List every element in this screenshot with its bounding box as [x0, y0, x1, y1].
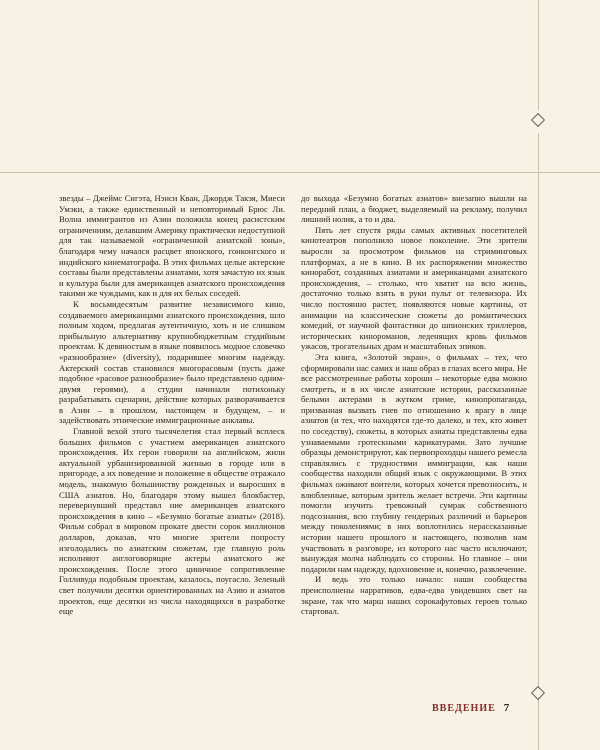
vertical-rule-top — [538, 0, 539, 110]
paragraph: Эта книга, «Золотой экран», о фильмах – тех, что сформировали нас самих и наш образ в глазах всего мира. Не все рассмотренные работы хороши – некоторые едва можно смотреть, и в их числе азиатские истории, рассказанные белыми актерами в жутком гриме, кинопропаганда, призванная вызвать гнев по отношению к врагу в лице азиатов (и тех, что находятся где-то далеко, и тех, кто живет по соседству), сюжеты, в которых азиаты представлены едва узнаваемыми гротескными карикатурами. Зато лучшие образцы демонстрируют, как первопроходцы нашего ремесла справлялись с трудностями иммиграции, как наши сообщества находили общий язык с окружающими. В этих фильмах оживают воители, которых хочется превозносить, и влюбленные, которым зритель желает встречи. Эти картины помогли изучить тревожный сумрак собственного подсознания, всю глубину гендерных различий и барьеров между поколениями; в них воплотились нерассказанные истории нашего прошлого и настоящего, позволив нам участвовать в разговоре, из которого нас часто исключают, вынуждая молча наблюдать со стороны. Но главное – они подарили нам надежду, вдохновение и, конечно, развлечение. — [301, 351, 527, 574]
paragraph: Пять лет спустя ряды самых активных посетителей кинотеатров пополнило новое поколение. Эти зрители выросли за просмотром фильмов на стриминговых платформах, а не в кино. В их распоряжении множество киноработ, созданных азиатами и американцами азиатского происхождения, – столько, что хватит на всю жизнь, достаточно только взять в руки пульт от телевизора. Их число постоянно растет, появляются новые картины, от анимации на классические сюжеты до романтических комедий, от научной фантастики до шпионских триллеров, исторических кинороманов, леденящих кровь фильмов ужасов, трогательных драм и масштабных эпиков. — [301, 224, 527, 352]
vertical-rule-bottom — [538, 133, 539, 750]
paragraph: И ведь это только начало: наши сообщества преисполнены нарративов, едва-едва увидевших свет на экране, так что марш наших сорокафутовых героев только стартовал. — [301, 574, 527, 617]
diamond-ornament-icon — [531, 686, 545, 700]
left-text-column — [59, 193, 285, 617]
right-text-column — [301, 193, 527, 617]
page-number: 7 — [503, 702, 510, 714]
paragraph: звезды – Джеймс Сигэта, Нэнси Кван, Джордж Такэя, Миеси Умэки, а также единственный и неповторимый Брюс Ли. Волна иммигрантов из Азии положила конец расистским ограничениям, делавшим Америку практически недоступной для так называемой «ограниченной азиатской зоны», благодаря чему начался расцвет японского, гонконгского и индийского кинематографа. В этих фильмах целые актерские составы были представлены азиатами, хотя зачастую их язык и культура были для американцев азиатского происхождения такими же чуждыми, как и для их белых соседей. — [59, 193, 285, 299]
section-title: ВВЕДЕНИЕ — [432, 703, 496, 714]
paragraph: К восьмидесятым развитие независимого кино, создаваемого американцами азиатского происхождения, шло полным ходом, предлагая аутентичную, хоть и не слишком прибыльную альтернативу крупнобюджетным студийным проектам. К девяностым в языке появилось модное словечко «разнообразие» (diversity), подарившее многим надежду. Актерский состав становился многорасовым (пусть даже подобное «расовое разнообразие» было представлено одним-двумя героями), а студии начинали потихоньку разрабатывать сценарии, действие которых разворачивается в Азии – в прошлом, настоящем и будущем, – и задействовать этнические иммиграционные анклавы. — [59, 298, 285, 426]
page-footer — [432, 702, 509, 714]
paragraph: Главной вехой этого тысячелетия стал первый всплеск больших фильмов с участием американцев азиатского происхождения. Их герои говорили на английском, жили актуальной урбанизированной жизнью в городе или в пригороде, а их поведение и положение в обществе отражало модель, знакомую большинству рожденных и выросших в США азиатов. Но, благодаря этому вышел блокбастер, перевернувший представл ние американцев азиатского происхождения в кино – «Безумно богатые азиаты» (2018). Фильм собрал в мировом прокате двести сорок миллионов долларов, доказав, что многие зрители попросту изголодались по азиатским сюжетам, где главную роль исполняют англоговорящие актеры азиатского же происхождения. После этого циничное сопротивление Голливуда подобным проектам, казалось, поугасло. Зеленый свет получили десятки ориентированных на Азию и азиатов проектов, еще десятки из числа находящихся в разработке еще — [59, 426, 285, 617]
paragraph: до выхода «Безумно богатых азиатов» внезапно вышли на передний план, а бюджет, выделяемый на рекламу, получил лишний нолик, а то и два. — [301, 193, 527, 225]
horizontal-rule — [0, 172, 600, 173]
diamond-ornament-icon — [531, 113, 545, 127]
